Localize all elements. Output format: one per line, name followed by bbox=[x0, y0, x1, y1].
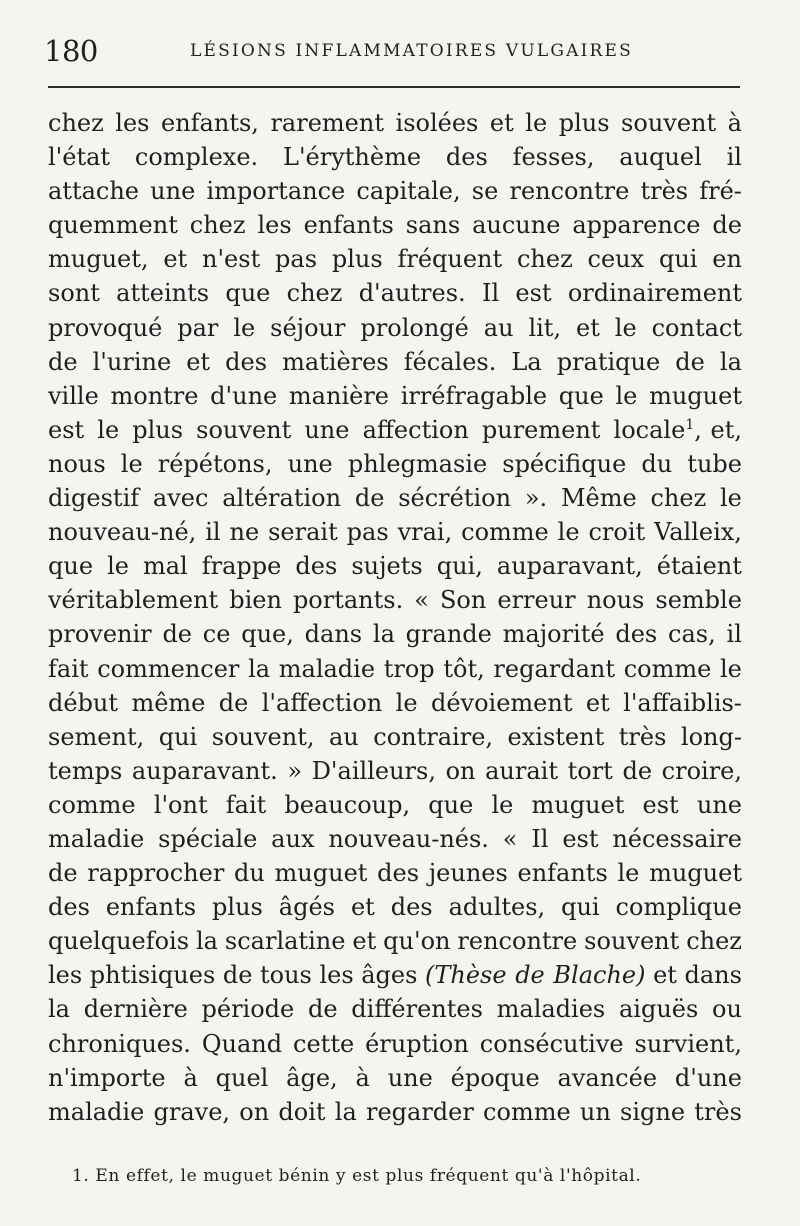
text-word: une bbox=[304, 415, 350, 444]
text-line bbox=[48, 754, 742, 788]
text-word: la bbox=[334, 1097, 357, 1126]
text-word: des bbox=[615, 620, 658, 649]
text-word: grave, bbox=[153, 1097, 231, 1126]
text-word: éruption bbox=[365, 1029, 469, 1058]
text-word: l'affaiblis- bbox=[623, 688, 742, 717]
text-word: » bbox=[287, 756, 303, 785]
text-word: D'ailleurs, bbox=[311, 756, 436, 785]
text-word: maladie bbox=[278, 654, 376, 683]
text-word: serait bbox=[268, 518, 338, 547]
text-word: enfants, bbox=[161, 109, 259, 137]
text-word: le bbox=[491, 790, 514, 819]
text-word: l'état bbox=[48, 143, 111, 172]
text-word: ne bbox=[229, 518, 260, 547]
text-line bbox=[48, 652, 742, 686]
text-word: provenir bbox=[48, 620, 152, 649]
text-word: qu'on bbox=[383, 927, 451, 956]
page-number: 180 bbox=[44, 34, 98, 68]
text-word: regardant bbox=[493, 654, 616, 683]
text-word: trop bbox=[383, 654, 435, 683]
text-word: et bbox=[186, 347, 211, 376]
text-word: ou bbox=[712, 995, 742, 1024]
text-word: l'urine bbox=[92, 347, 172, 376]
text-word: survient, bbox=[634, 1029, 742, 1058]
text-word: maladies bbox=[496, 995, 606, 1024]
text-line bbox=[48, 447, 742, 481]
text-line bbox=[48, 174, 742, 208]
text-word: pas bbox=[275, 245, 318, 274]
text-word: majorité bbox=[502, 620, 605, 649]
text-word: Son bbox=[439, 586, 487, 615]
text-word: plus bbox=[212, 893, 263, 922]
text-word: nouveau-nés. bbox=[328, 824, 489, 853]
header-rule bbox=[48, 86, 740, 88]
text-word: d'autres. bbox=[358, 279, 466, 308]
text-word: du bbox=[641, 449, 673, 478]
text-word: fait bbox=[225, 790, 267, 819]
text-word: et bbox=[576, 313, 600, 342]
text-word: nouveau-né, bbox=[48, 518, 197, 547]
text-word: à bbox=[727, 109, 742, 137]
text-word: lit, bbox=[528, 313, 562, 342]
text-line bbox=[48, 311, 742, 345]
text-word: âges bbox=[361, 961, 418, 990]
text-word: une bbox=[696, 790, 742, 819]
text-word: des bbox=[48, 893, 90, 922]
text-word: d'une bbox=[210, 381, 278, 410]
text-line bbox=[48, 890, 742, 924]
text-word: du bbox=[234, 859, 265, 888]
text-word: fré- bbox=[699, 177, 742, 206]
text-word: souvent bbox=[621, 109, 717, 137]
text-word: Quand bbox=[201, 1029, 283, 1058]
text-word: grande bbox=[405, 620, 492, 649]
text-word: plus bbox=[558, 109, 610, 137]
text-word: âgés bbox=[278, 893, 335, 922]
text-word: et bbox=[585, 688, 610, 717]
text-word: rarement bbox=[270, 109, 384, 137]
text-word: spéciale bbox=[158, 824, 258, 853]
text-word: les bbox=[257, 211, 292, 240]
text-word: dernière bbox=[83, 995, 188, 1024]
text-word: souvent bbox=[196, 415, 292, 444]
text-word: souvent bbox=[584, 927, 680, 956]
text-word: prolongé bbox=[360, 313, 469, 342]
text-line bbox=[48, 549, 742, 583]
text-word: ce bbox=[202, 620, 231, 649]
text-word: l'affection bbox=[261, 688, 383, 717]
text-word: nous bbox=[48, 449, 106, 478]
text-line bbox=[48, 515, 742, 549]
text-word: d'une bbox=[674, 1063, 742, 1092]
text-word: tort bbox=[567, 756, 613, 785]
text-word: n'importe bbox=[48, 1063, 166, 1092]
text-line bbox=[48, 1027, 742, 1061]
text-word: spécifique bbox=[502, 449, 627, 478]
text-word: Valleix, bbox=[654, 518, 742, 547]
text-word: erreur bbox=[497, 586, 576, 615]
text-word: il bbox=[726, 143, 742, 172]
text-word: auparavant. bbox=[131, 756, 278, 785]
text-word: véritablement bbox=[48, 586, 219, 615]
text-word: au bbox=[483, 313, 514, 342]
text-word: capitale, bbox=[356, 177, 461, 206]
text-word: pratique bbox=[556, 347, 661, 376]
text-word: le bbox=[617, 859, 640, 888]
text-word: muguet bbox=[649, 381, 742, 410]
text-word: de bbox=[307, 995, 338, 1024]
text-word: phtisiques bbox=[89, 961, 216, 990]
text-word: commencer bbox=[97, 654, 240, 683]
text-word: pas bbox=[346, 518, 389, 547]
text-word: montre bbox=[110, 381, 199, 410]
text-word: maladie bbox=[48, 1097, 145, 1126]
text-word: aucune bbox=[472, 211, 561, 240]
text-word: le bbox=[557, 518, 580, 547]
text-word: on bbox=[445, 756, 476, 785]
text-word: consécutive bbox=[479, 1029, 624, 1058]
text-word: avec bbox=[152, 484, 209, 513]
text-word: on bbox=[239, 1097, 270, 1126]
text-line bbox=[48, 345, 742, 379]
text-word: sans bbox=[405, 211, 461, 240]
text-word: le bbox=[97, 415, 120, 444]
text-line bbox=[48, 720, 742, 754]
text-word: temps bbox=[48, 756, 123, 785]
text-line bbox=[48, 617, 742, 651]
text-word: auquel bbox=[619, 143, 702, 172]
text-word: de bbox=[675, 347, 705, 376]
text-word: des bbox=[225, 347, 268, 376]
text-word: Il bbox=[481, 279, 500, 308]
text-word: scarlatine bbox=[224, 927, 346, 956]
text-word: des bbox=[445, 143, 488, 172]
text-word: dans bbox=[684, 961, 742, 990]
text-word: « bbox=[502, 824, 518, 853]
text-word: comme bbox=[623, 654, 712, 683]
text-word: de bbox=[622, 756, 653, 785]
text-word: sont bbox=[48, 279, 100, 308]
text-word: fait bbox=[48, 654, 89, 683]
text-word: cette bbox=[293, 1029, 355, 1058]
text-word: la bbox=[248, 654, 271, 683]
text-word: manière bbox=[288, 381, 389, 410]
text-word: le bbox=[720, 654, 742, 683]
text-word: comme bbox=[461, 518, 549, 547]
text-word: provoqué bbox=[48, 313, 163, 342]
text-line bbox=[48, 686, 742, 720]
text-word: l'ont bbox=[153, 790, 208, 819]
text-word: aurait bbox=[485, 756, 558, 785]
text-word: de bbox=[222, 961, 253, 990]
text-word: muguet bbox=[649, 859, 742, 888]
text-word: contraire, bbox=[373, 722, 494, 751]
text-word: des bbox=[295, 552, 338, 581]
text-word: qui, bbox=[436, 552, 483, 581]
text-word: tube bbox=[687, 449, 742, 478]
text-word: croire, bbox=[661, 756, 742, 785]
text-word: rencontre bbox=[457, 927, 578, 956]
text-word: chroniques. bbox=[48, 1029, 191, 1058]
text-line bbox=[48, 992, 742, 1026]
text-word: quel bbox=[215, 1063, 269, 1092]
text-word: est bbox=[642, 790, 679, 819]
text-line bbox=[48, 413, 742, 447]
text-word: la bbox=[195, 927, 218, 956]
text-word: quelquefois bbox=[48, 927, 190, 956]
text-word: n'est bbox=[202, 245, 261, 274]
text-line bbox=[48, 276, 742, 310]
text-word: le bbox=[614, 313, 637, 342]
text-word: tôt, bbox=[443, 654, 485, 683]
text-word: étaient bbox=[656, 552, 742, 581]
text-word: bien bbox=[229, 586, 282, 615]
text-line bbox=[48, 822, 742, 856]
text-word: et bbox=[163, 245, 188, 274]
text-word: que bbox=[48, 552, 94, 581]
text-word: croit bbox=[588, 518, 646, 547]
text-word: très bbox=[618, 722, 667, 751]
text-line bbox=[48, 106, 742, 140]
text-word: la bbox=[719, 347, 742, 376]
text-word: muguet, bbox=[48, 245, 149, 274]
text-word: irréfragable bbox=[400, 381, 548, 410]
text-word: de bbox=[162, 620, 193, 649]
text-word: importance bbox=[206, 177, 346, 206]
text-line bbox=[48, 583, 742, 617]
text-word: digestif bbox=[48, 484, 140, 513]
text-line bbox=[48, 140, 742, 174]
page-header bbox=[44, 34, 740, 68]
text-word: jeunes bbox=[428, 859, 508, 888]
running-title: LÉSIONS INFLAMMATOIRES VULGAIRES bbox=[190, 41, 634, 61]
text-word: un bbox=[579, 1097, 611, 1126]
text-word: doit bbox=[278, 1097, 326, 1126]
text-word: existent bbox=[507, 722, 605, 751]
text-word: le bbox=[120, 449, 143, 478]
text-word: vrai, bbox=[397, 518, 453, 547]
text-word: ordinairement bbox=[567, 279, 742, 308]
text-word: séjour bbox=[270, 313, 346, 342]
text-word: début bbox=[48, 688, 119, 717]
text-word: de bbox=[712, 211, 742, 240]
text-word: locale$^1$, et, bbox=[614, 413, 742, 447]
text-word: chez bbox=[650, 484, 707, 513]
text-word: le bbox=[233, 313, 256, 342]
footnote-marker: 1 bbox=[685, 416, 695, 433]
text-word: en bbox=[712, 245, 742, 274]
text-word: muguet bbox=[274, 859, 368, 888]
text-word: et bbox=[489, 109, 514, 137]
text-word: Même bbox=[560, 484, 637, 513]
text-word: la bbox=[48, 995, 70, 1024]
text-line bbox=[48, 481, 742, 515]
text-word: dans bbox=[304, 620, 363, 649]
text-word: de bbox=[354, 484, 385, 513]
text-word: est bbox=[515, 279, 552, 308]
text-word: très bbox=[694, 1097, 742, 1126]
text-word: les bbox=[319, 961, 354, 990]
text-word: sujets bbox=[351, 552, 423, 581]
text-word: il bbox=[205, 518, 221, 547]
text-word: portants. bbox=[292, 586, 404, 615]
text-word: maladie bbox=[48, 824, 145, 853]
text-word: et bbox=[350, 893, 375, 922]
text-word: le bbox=[615, 381, 638, 410]
text-line bbox=[48, 242, 742, 276]
text-word: il bbox=[726, 620, 742, 649]
text-word: est bbox=[48, 415, 85, 444]
text-line bbox=[48, 788, 742, 822]
text-word: tous bbox=[260, 961, 312, 990]
text-word: muguet bbox=[531, 790, 625, 819]
text-word: que, bbox=[241, 620, 294, 649]
text-word: est bbox=[562, 824, 599, 853]
text-word: adultes, bbox=[448, 893, 546, 922]
text-word: mal bbox=[142, 552, 188, 581]
text-word: une bbox=[287, 449, 333, 478]
text-word: se bbox=[471, 177, 499, 206]
text-word: à bbox=[183, 1063, 198, 1092]
text-word: une bbox=[150, 177, 196, 206]
text-word: nous bbox=[586, 586, 645, 615]
text-word: que bbox=[225, 279, 271, 308]
text-word: des bbox=[377, 859, 420, 888]
text-word: Il bbox=[531, 824, 549, 853]
text-word: complique bbox=[615, 893, 742, 922]
text-word: souvent, bbox=[211, 722, 315, 751]
text-word: phlegmasie bbox=[347, 449, 488, 478]
text-word: contact bbox=[651, 313, 742, 342]
text-word: enfants bbox=[517, 859, 608, 888]
text-word: les bbox=[115, 109, 150, 137]
text-word: au bbox=[328, 722, 359, 751]
text-word: de bbox=[218, 688, 249, 717]
text-word: auparavant, bbox=[496, 552, 643, 581]
text-word: beaucoup, bbox=[284, 790, 411, 819]
text-word: comme bbox=[483, 1097, 571, 1126]
text-word: chez bbox=[686, 927, 742, 956]
text-word: plus bbox=[331, 245, 383, 274]
text-word: les bbox=[48, 961, 83, 990]
text-word: avancée bbox=[557, 1063, 658, 1092]
text-word: répétons, bbox=[157, 449, 273, 478]
text-word: signe bbox=[620, 1097, 686, 1126]
text-word: complexe. bbox=[134, 143, 259, 172]
text-word: « bbox=[414, 586, 429, 615]
text-word: ville bbox=[48, 381, 99, 410]
text-word: ceux bbox=[587, 245, 645, 274]
text-word: de bbox=[48, 347, 78, 376]
text-word: enfants bbox=[105, 893, 197, 922]
text-word: chez bbox=[189, 211, 246, 240]
text-word: chez bbox=[286, 279, 343, 308]
text-word: La bbox=[511, 347, 542, 376]
text-word: chez bbox=[48, 109, 104, 137]
text-word: comme bbox=[48, 790, 136, 819]
text-word: L'érythème bbox=[283, 143, 422, 172]
text-word: chez bbox=[516, 245, 573, 274]
body-text bbox=[48, 106, 742, 1129]
text-word: affection bbox=[362, 415, 469, 444]
text-word: âge, bbox=[286, 1063, 338, 1092]
text-word: semble bbox=[655, 586, 742, 615]
text-word: de bbox=[48, 859, 78, 888]
text-word: attache bbox=[48, 177, 140, 206]
text-word: quemment bbox=[48, 211, 178, 240]
text-line bbox=[48, 1095, 742, 1129]
text-word: aux bbox=[271, 824, 315, 853]
text-word: ». bbox=[524, 484, 548, 513]
text-word: cas, bbox=[668, 620, 716, 649]
text-word: enfants bbox=[303, 211, 394, 240]
text-word: une bbox=[387, 1063, 433, 1092]
text-word: le bbox=[107, 552, 129, 581]
text-line bbox=[48, 208, 742, 242]
text-word: matières bbox=[282, 347, 389, 376]
text-word: et bbox=[352, 927, 377, 956]
text-word: même bbox=[131, 688, 206, 717]
text-word: aiguës bbox=[618, 995, 699, 1024]
text-word: qui bbox=[158, 722, 198, 751]
text-word: frappe bbox=[201, 552, 282, 581]
text-word: rapprocher bbox=[87, 859, 225, 888]
text-word: altération bbox=[222, 484, 342, 513]
text-word: long- bbox=[680, 722, 742, 751]
text-word: dévoiement bbox=[430, 688, 573, 717]
text-line bbox=[48, 958, 742, 992]
text-word: que bbox=[428, 790, 474, 819]
text-word: sécrétion bbox=[398, 484, 512, 513]
text-word: très bbox=[640, 177, 689, 206]
text-word: qui bbox=[561, 893, 600, 922]
text-word: et bbox=[653, 961, 677, 990]
text-word: par bbox=[177, 313, 219, 342]
text-line bbox=[48, 856, 742, 890]
text-word: regarder bbox=[365, 1097, 474, 1126]
text-line bbox=[48, 1061, 742, 1095]
text-word: fréquent bbox=[397, 245, 503, 274]
text-word: sement, bbox=[48, 722, 145, 751]
text-word: apparence bbox=[572, 211, 701, 240]
text-word: plus bbox=[132, 415, 184, 444]
text-word: isolées bbox=[395, 109, 479, 137]
text-word: le bbox=[395, 688, 418, 717]
line-tail: , et, bbox=[694, 415, 742, 444]
text-word: différentes bbox=[351, 995, 483, 1024]
text-line bbox=[48, 379, 742, 413]
text-word: (Thèse de Blache) bbox=[425, 961, 646, 990]
text-word: à bbox=[355, 1063, 370, 1092]
text-word: époque bbox=[450, 1063, 540, 1092]
text-word: qui bbox=[658, 245, 698, 274]
text-word: que bbox=[558, 381, 604, 410]
text-line bbox=[48, 924, 742, 958]
text-word: le bbox=[720, 484, 742, 513]
text-word: atteints bbox=[116, 279, 210, 308]
text-word: période bbox=[201, 995, 295, 1024]
text-word: fécales. bbox=[403, 347, 497, 376]
text-word: nécessaire bbox=[612, 824, 742, 853]
footnote: 1. En effet, le muguet bénin y est plus fréquent qu'à l'hôpital. bbox=[72, 1166, 642, 1186]
text-word: fesses, bbox=[512, 143, 595, 172]
text-word: le bbox=[525, 109, 548, 137]
text-word: purement bbox=[481, 415, 601, 444]
text-word: des bbox=[390, 893, 433, 922]
text-word: la bbox=[372, 620, 395, 649]
text-word: rencontre bbox=[509, 177, 630, 206]
